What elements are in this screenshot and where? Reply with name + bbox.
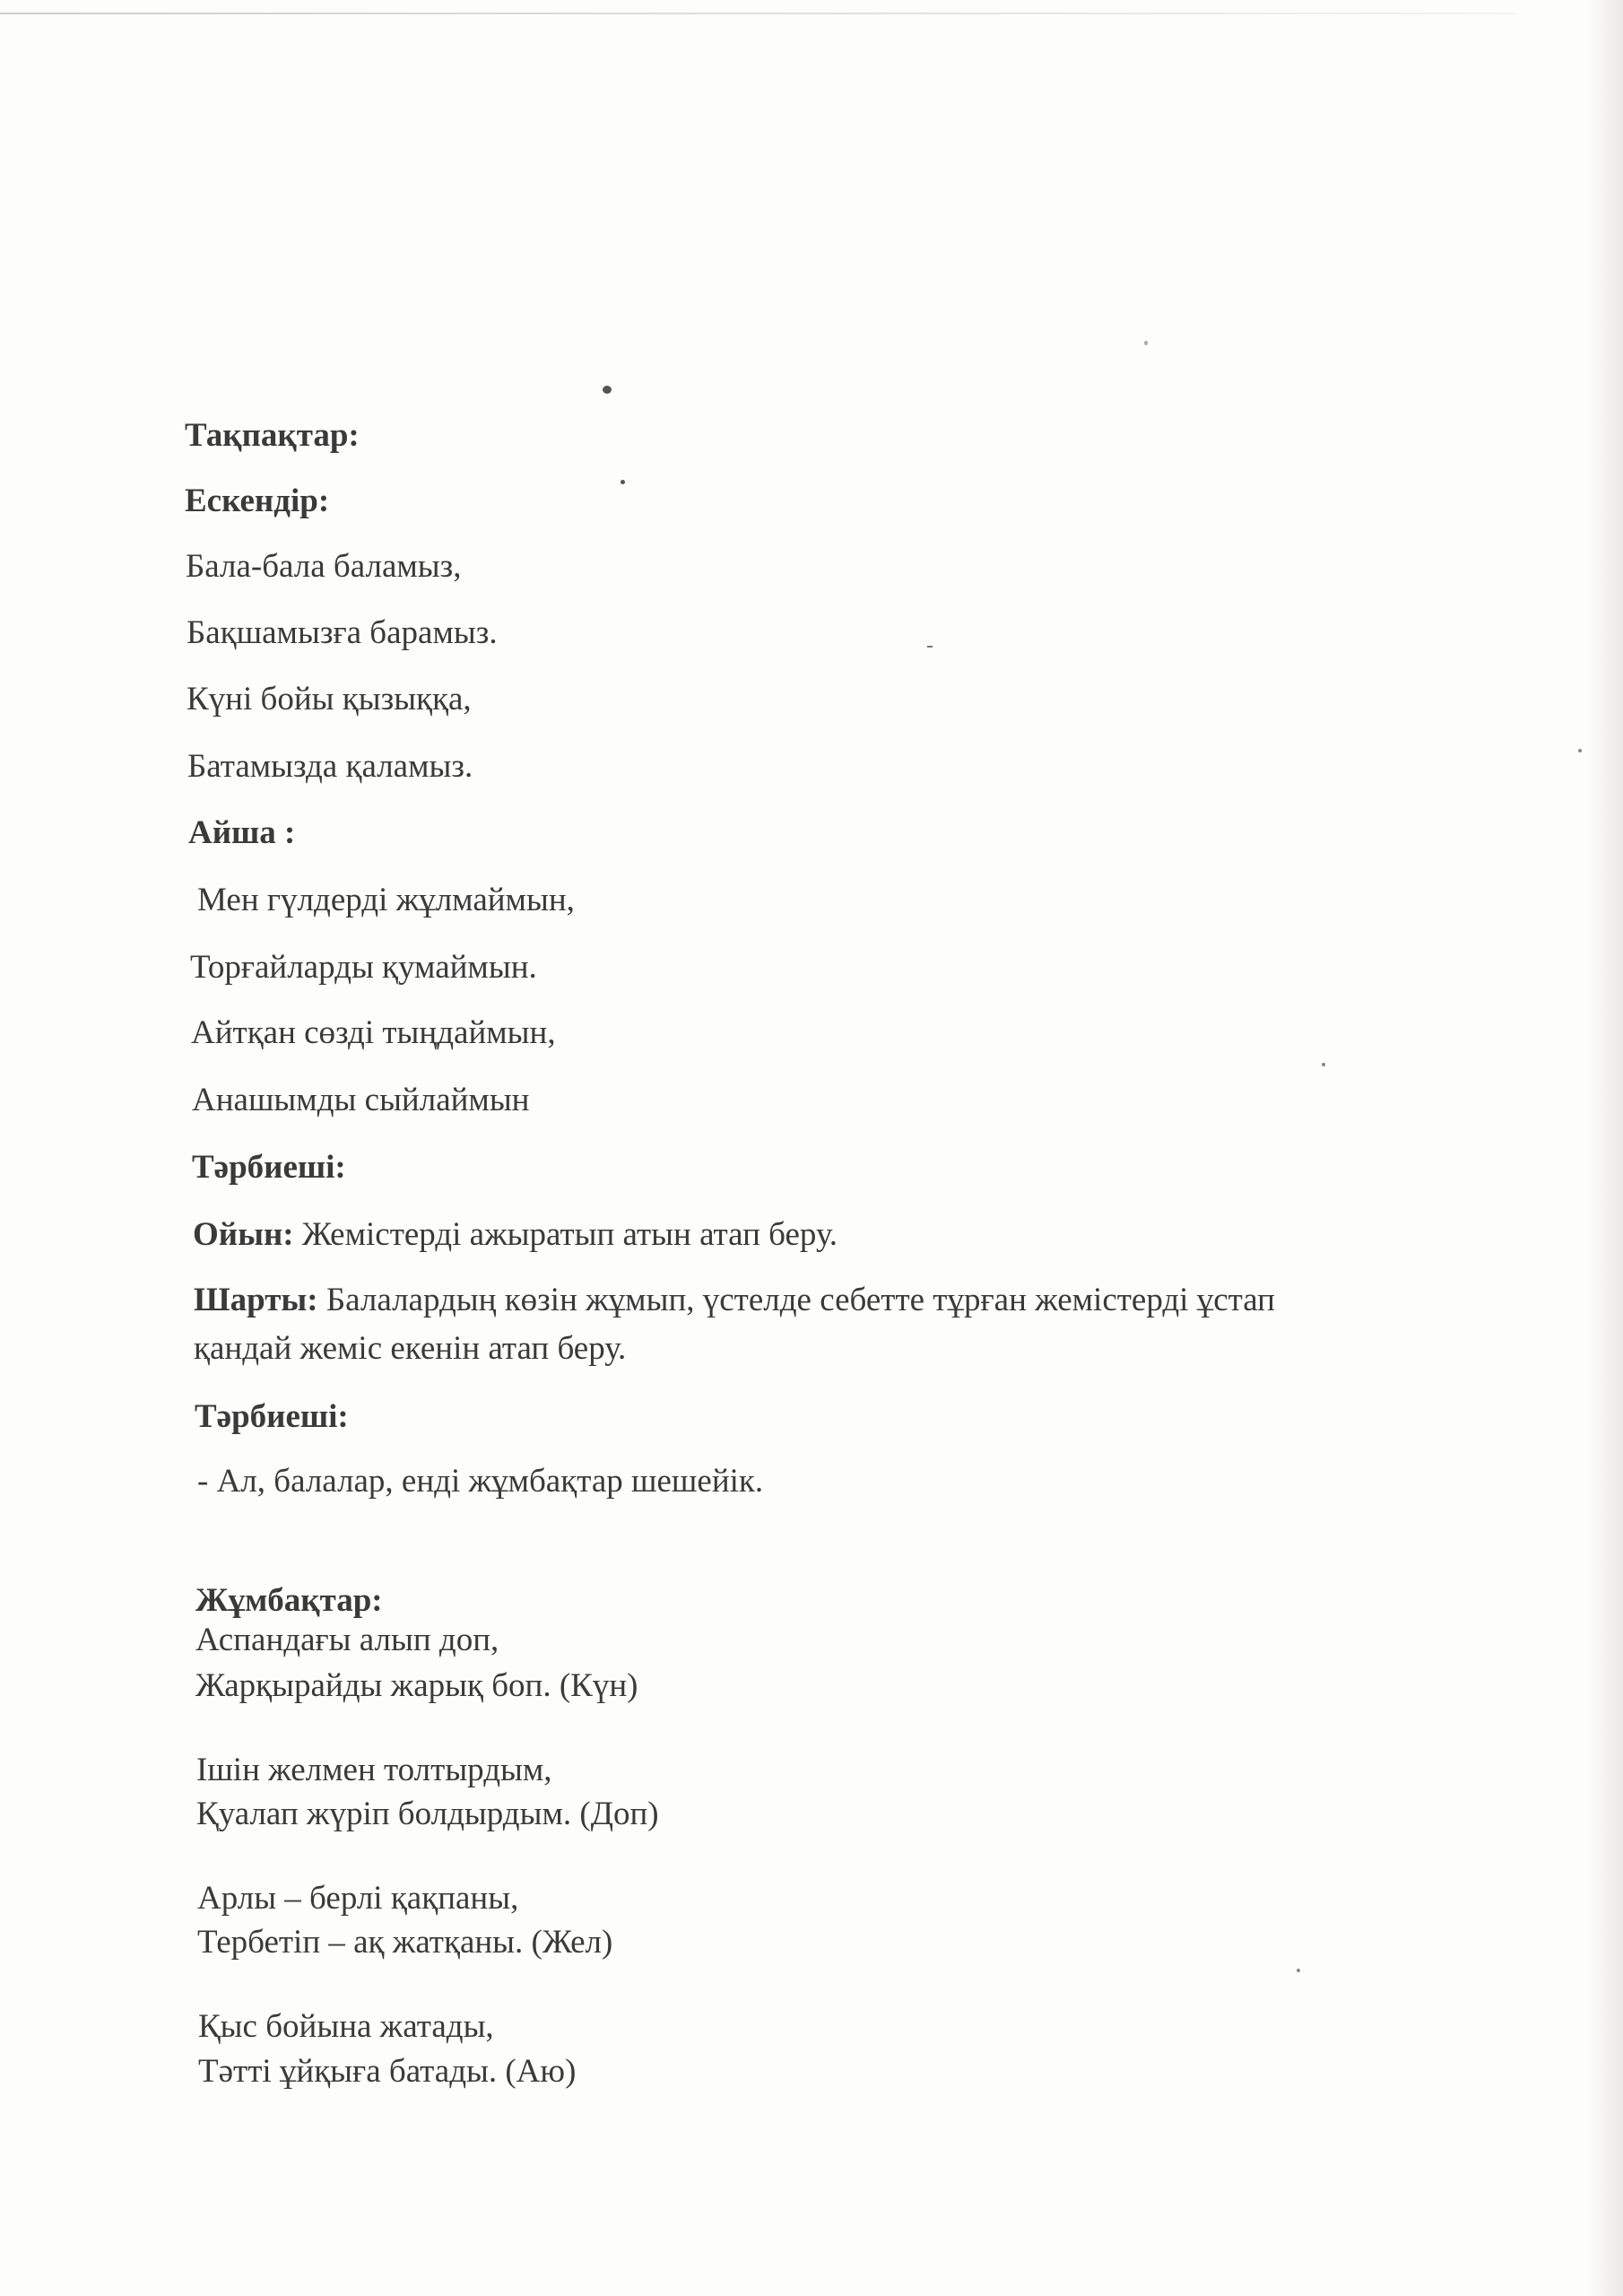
riddle-line: Жарқырайды жарық боп. (Күн)	[195, 1667, 638, 1704]
riddles-heading: Жұмбақтар:	[195, 1582, 383, 1619]
riddle-line: Аспандағы алып доп,	[195, 1622, 499, 1658]
teacher-label: Тәрбиеші:	[195, 1398, 349, 1435]
rule-paragraph	[194, 1281, 1275, 1320]
riddle-line: Тәтті ұйқыға батады. (Аю)	[198, 2053, 577, 2090]
poem-line: Күні бойы қызыққа,	[187, 681, 472, 718]
teacher-label: Тәрбиеші:	[192, 1149, 346, 1186]
riddle-line: Тербетіп – ақ жатқаны. (Жел)	[197, 1924, 613, 1961]
rule-text-line2: қандай жеміс екенін атап беру.	[194, 1330, 627, 1367]
poem-line: Айтқан сөзді тыңдаймын,	[191, 1014, 556, 1051]
poem-line: Батамызда қаламыз.	[187, 748, 473, 785]
game-text: Жемістерді ажыратып атын атап беру.	[293, 1216, 838, 1253]
riddle-line: Қуалап жүріп болдырдым. (Доп)	[196, 1796, 659, 1832]
poem-line: Мен гүлдерді жұлмаймын,	[197, 882, 575, 918]
riddle-line: Арлы – берлі қақпаны,	[197, 1880, 519, 1917]
rule-label: Шарты:	[194, 1282, 318, 1318]
speaker-name: Ескендір:	[185, 483, 330, 519]
riddle-line: Қыс бойына жатады,	[198, 2008, 494, 2045]
game-paragraph	[193, 1215, 838, 1255]
poem-line: Бала-бала баламыз,	[186, 548, 462, 585]
scan-speck	[1297, 1969, 1300, 1972]
scan-speck	[1144, 341, 1148, 345]
game-label: Ойын:	[193, 1216, 294, 1253]
scan-speck	[603, 386, 612, 394]
riddle-line: Ішін желмен толтырдым,	[196, 1752, 552, 1788]
scan-speck	[1578, 749, 1582, 752]
poem-line: Бақшамызға барамыз.	[187, 614, 498, 651]
poem-line: Анашымды сыйлаймын	[192, 1082, 530, 1118]
teacher-speech: - Ал, балалар, енді жұмбақтар шешейік.	[197, 1463, 764, 1500]
scan-speck	[927, 646, 933, 648]
poems-heading: Тақпақтар:	[185, 417, 360, 454]
rule-text-line1: Балалардың көзін жұмып, үстелде себетте тұрған жемістерді ұстап	[317, 1282, 1275, 1318]
scan-right-edge-shadow	[1587, 0, 1623, 2296]
scan-speck	[621, 480, 625, 484]
scan-edge-line	[0, 13, 1515, 14]
poem-line: Торғайларды қумаймын.	[190, 949, 537, 986]
speaker-name: Айша :	[188, 814, 296, 851]
scan-speck	[1322, 1063, 1325, 1066]
